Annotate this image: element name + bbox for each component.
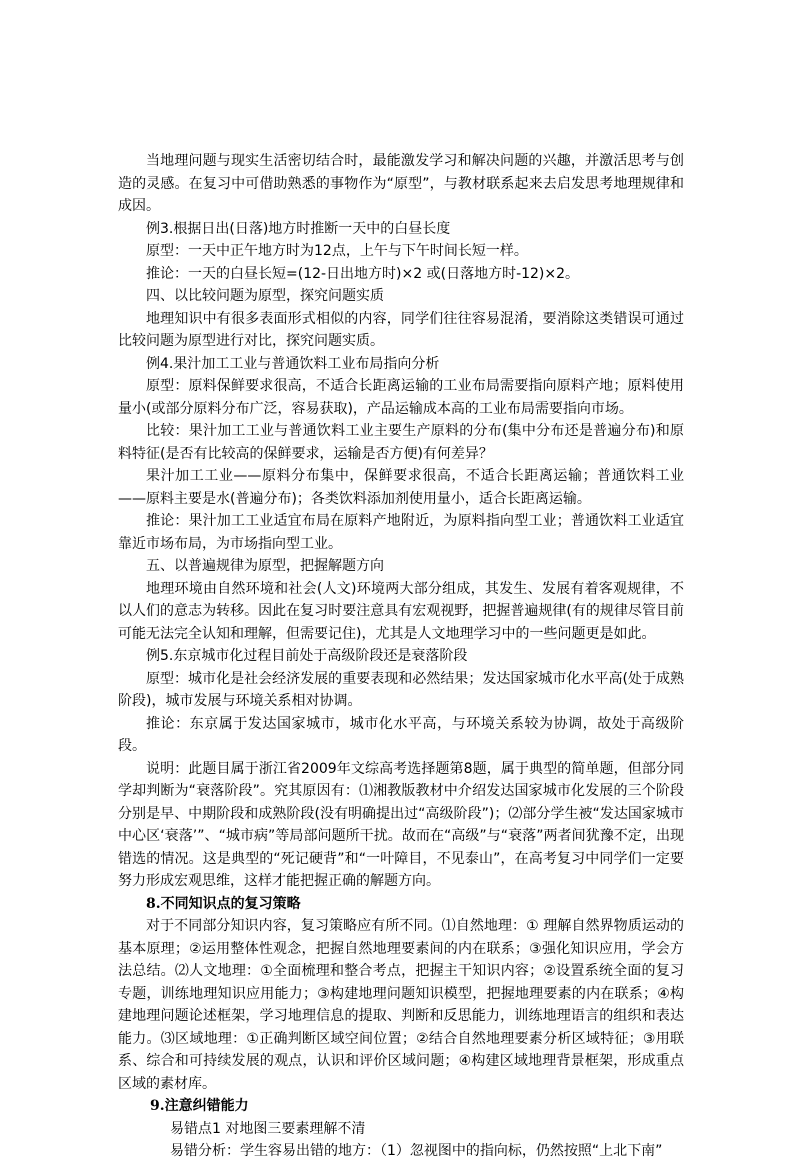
paragraph: 果汁加工工业——原料分布集中，保鲜要求很高，不适合长距离运输；普通饮料工业——原料主要是水(普遍分布)；各类饮料添加剂使用量小，适合长距离运输。 (118, 468, 684, 507)
example-4-title: 例4.果汁加工工业与普通饮料工业布局指向分析 (146, 355, 440, 372)
paragraph: 当地理问题与现实生活密切结合时，最能激发学习和解决问题的兴趣，并激活思考与创造的灵感。在复习中可借助熟悉的事物作为“原型”，与教材联系起来去启发思考地理规律和成因。 (118, 153, 684, 214)
paragraph: 比较：果汁加工工业与普通饮料工业主要生产原料的分布(集中分布还是普遍分布)和原料特征(是否有比较高的保鲜要求，运输是否方便)有何差异？ (118, 423, 684, 462)
heading-8: 8.不同知识点的复习策略 (146, 895, 301, 912)
error-analysis: 易错分析：学生容易出错的地方：（1）忽视图中的指向标，仍然按照“上北下南” (170, 1143, 663, 1159)
paragraph: 推论：果汁加工工业适宜布局在原料产地附近，为原料指向型工业；普通饮料工业适宜靠近市场布局，为市场指向型工业。 (118, 513, 684, 552)
example-5-title: 例5.东京城市化过程目前处于高级阶段还是衰落阶段 (146, 648, 468, 664)
section-5-title: 五、以普遍规律为原型，把握解题方向 (146, 558, 384, 574)
body-text (118, 150, 684, 1163)
paragraph: 说明：此题目属于浙江省2009年文综高考选择题第8题，属于典型的简单题，但部分同学却判断为“衰落阶段”。究其原因有：⑴湘教版教材中介绍发达国家城市化发展的三个阶段分别是早、中期阶段和成熟阶段(没有明确提出过“高级阶段”)；⑵部分学生被“发达国家城市中心区‘衰落’”、“城市病”等局部问题所干扰。故而在“高级”与“衰落”两者间犹豫不定，出现错选的情况。这是典型的“死记硬背”和“一叶障目，不见泰山”，在高考复习中同学们一定要努力形成宏观思维，这样才能把握正确的解题方向。 (118, 760, 684, 889)
paragraph: 对于不同部分知识内容，复习策略应有所不同。⑴自然地理：① 理解自然界物质运动的基本原理；②运用整体性观念，把握自然地理要素间的内在联系；③强化知识应用，学会方法总结。⑵人文地理：①全面梳理和整合考点，把握主干知识内容；②设置系统全面的复习专题，训练地理知识应用能力；③构建地理问题知识模型，把握地理要素的内在联系；④构建地理问题论述框架，学习地理信息的提取、判断和反思能力，训练地理语言的组织和表达能力。⑶区域地理：①正确判断区域空间位置；②结合自然地理要素分析区域特征；③用联系、综合和可持续发展的观点，认识和评价区域问题；④构建区域地理背景框架，形成重点区域的素材库。 (118, 918, 684, 1092)
paragraph: 地理知识中有很多表面形式相似的内容，同学们往往容易混淆，要消除这类错误可通过比较问题为原型进行对比，探究问题实质。 (118, 310, 684, 349)
section-4-title: 四、以比较问题为原型，探究问题实质 (146, 288, 384, 304)
paragraph: 地理环境由自然环境和社会(人文)环境两大部分组成，其发生、发展有着客观规律，不以人们的意志为转移。因此在复习时要注意具有宏观视野，把握普遍规律(有的规律尽管目前可能无法完全认知和理解，但需要记住)，尤其是人文地理学习中的一些问题更是如此。 (118, 580, 684, 642)
error-point-1: 易错点1 对地图三要素理解不清 (170, 1120, 366, 1137)
paragraph: 推论：东京属于发达国家城市，城市化水平高，与环境关系较为协调，故处于高级阶段。 (118, 715, 684, 754)
paragraph: 原型：原料保鲜要求很高，不适合长距离运输的工业布局需要指向原料产地；原料使用量小(或部分原料分布广泛，容易获取)，产品运输成本高的工业布局需要指向市场。 (118, 378, 684, 417)
paragraph: 原型：一天中正午地方时为12点，上午与下午时间长短一样。 (146, 243, 528, 259)
heading-9: 9.注意纠错能力 (150, 1098, 249, 1114)
paragraph: 原型：城市化是社会经济发展的重要表现和必然结果；发达国家城市化水平高(处于成熟阶段)，城市发展与环境关系相对协调。 (118, 670, 684, 709)
example-3-title: 例3.根据日出(日落)地方时推断一天中的白昼长度 (146, 220, 451, 237)
paragraph: 推论：一天的白昼长短=(12-日出地方时)×2 或(日落地方时-12)×2。 (146, 265, 580, 282)
